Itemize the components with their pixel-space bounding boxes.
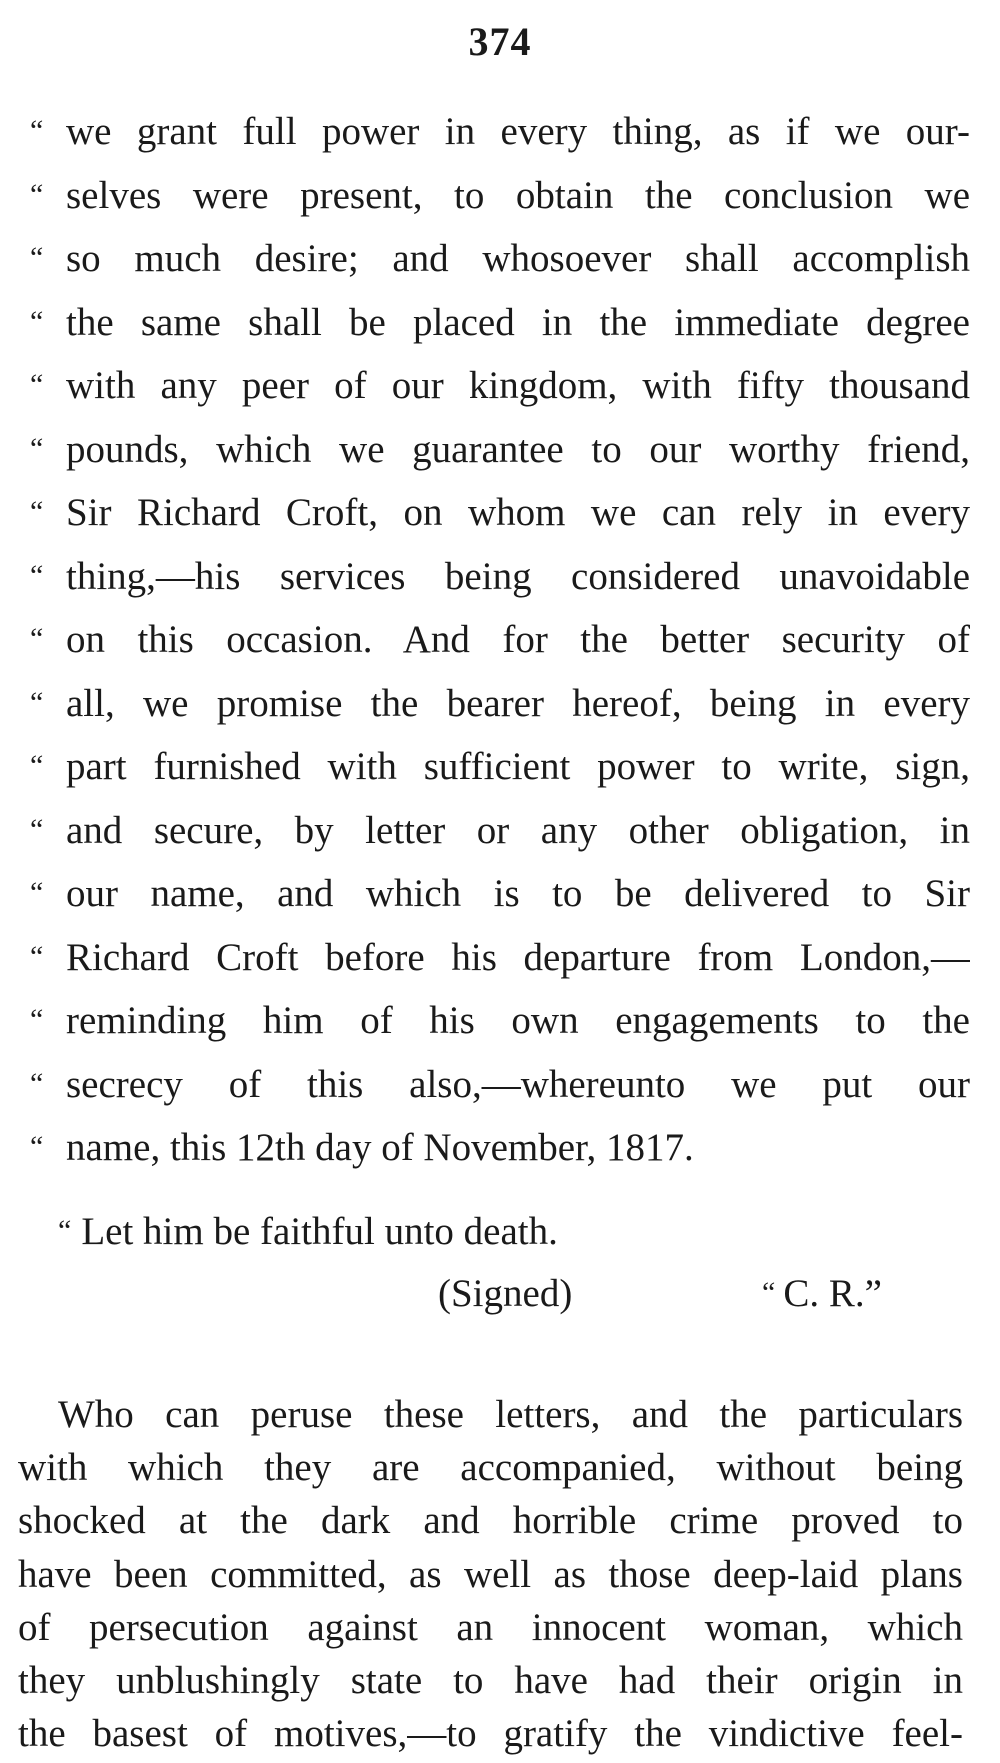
letter-line-text: Sir Richard Croft, on whom we can rely in every [66,491,970,534]
letter-closing [58,1200,558,1266]
letter-line [30,481,970,545]
letter-line-text: the same shall be placed in the immediate degree [66,300,970,344]
letter-line-text: pounds, which we guarantee to our worthy friend, [66,427,970,471]
quote-mark: “ [30,368,44,401]
closing-text: Let him be faithful unto death. [81,1210,558,1253]
quote-mark: “ [30,876,44,909]
letter-line-text: thing,—his services being considered unavoidable [66,554,970,598]
paragraph-line: have been committed, as well as those deep-laid plans [18,1552,963,1596]
letter-line-text: and secure, by letter or any other obligation, in [66,808,970,852]
letter-line [30,799,970,863]
quote-mark: “ [30,304,44,338]
quote-mark: “ [30,114,44,147]
letter-line-text: with any peer of our kingdom, with fifty thousand [66,364,970,407]
letter-line [30,418,970,482]
quote-mark: “ [30,749,44,782]
letter-line [30,100,970,164]
signed-label: (Signed) [438,1272,573,1315]
quote-mark: “ [30,812,44,846]
quote-mark: “ [58,1214,72,1247]
commentary-paragraph [18,1388,963,1760]
letter-line [30,1053,970,1117]
quote-mark: “ [30,177,44,211]
letter-line-text: we grant full power in every thing, as if we our- [66,110,970,153]
paragraph-line: they unblushingly state to have had their origin in [18,1658,963,1702]
quoted-letter [30,100,970,1180]
paragraph-line: of persecution against an innocent woman, which [18,1605,963,1649]
letter-line-text: selves were present, to obtain the conclusion we [66,173,970,217]
initials-text: C. R.” [783,1272,882,1315]
quote-mark: “ [30,939,44,973]
letter-line-text: Richard Croft before his departure from London,— [66,935,970,979]
quote-mark: “ [30,431,44,465]
quote-mark: “ [30,1003,44,1036]
paragraph-line: the basest of motives,—to gratify the vindictive feel- [18,1712,963,1756]
letter-line [30,672,970,736]
letter-line [30,227,970,291]
letter-line [30,608,970,672]
letter-line-text: reminding him of his own engagements to the [66,999,970,1042]
letter-line-text: part furnished with sufficient power to write, sign, [66,745,970,788]
letter-line-text: all, we promise the bearer hereof, being in every [66,681,970,725]
letter-line [30,354,970,418]
signature-initials [762,1262,882,1328]
letter-line-text: so much desire; and whosoever shall accomplish [66,237,970,280]
letter-line-text: on this occasion. And for the better security of [66,618,970,661]
quote-mark: “ [30,1130,44,1163]
quote-mark: “ [762,1276,776,1309]
letter-line [30,926,970,990]
letter-line [30,164,970,228]
letter-line [30,291,970,355]
letter-line-text: our name, and which is to be delivered to Sir [66,872,970,915]
letter-line [30,1116,970,1180]
page-number: 374 [468,19,532,64]
quote-mark: “ [30,558,44,592]
letter-line [30,989,970,1053]
letter-line [30,735,970,799]
quote-mark: “ [30,622,44,655]
letter-line-text: secrecy of this also,—whereunto we put our [66,1062,970,1106]
paragraph-line: with which they are accompanied, without being [18,1446,963,1490]
quote-mark: “ [30,241,44,274]
paragraph-line: shocked at the dark and horrible crime proved to [18,1499,963,1543]
letter-line [30,545,970,609]
paragraph-line: Who can peruse these letters, and the particulars [58,1393,963,1436]
quote-mark: “ [30,1066,44,1100]
quote-mark: “ [30,685,44,719]
quote-mark: “ [30,495,44,528]
letter-line [30,862,970,926]
letter-line-text: name, this 12th day of November, 1817. [66,1126,694,1169]
